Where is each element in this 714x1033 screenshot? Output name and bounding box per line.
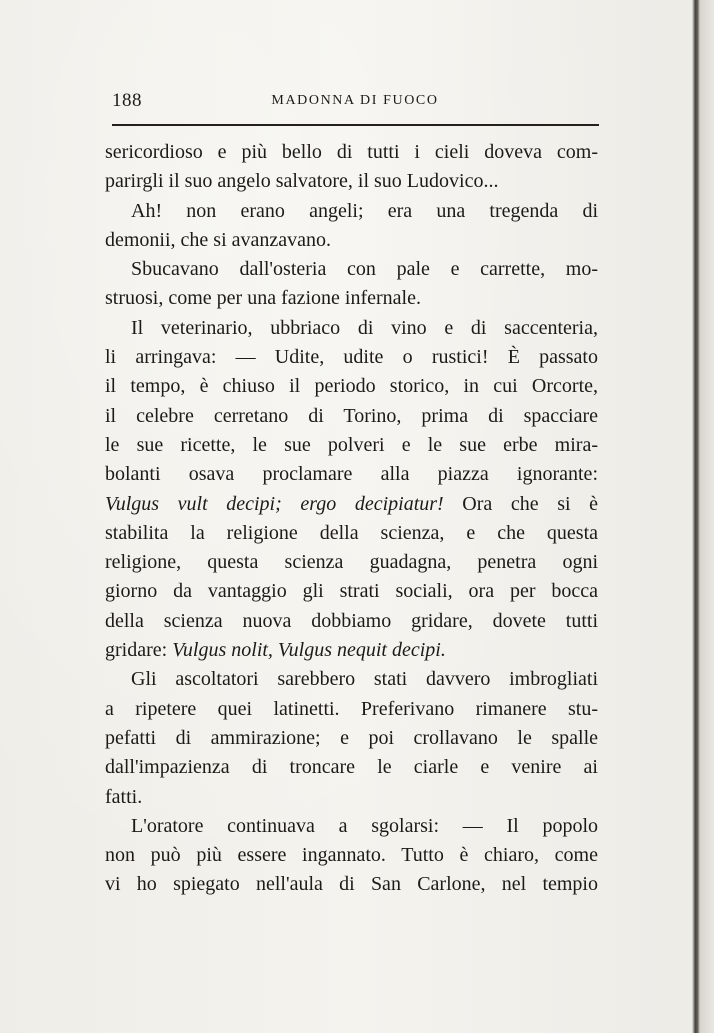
- text-line: pefatti di ammirazione; e poi crollavano le spalle: [105, 726, 598, 749]
- latin-phrase: Vulgus vult decipi; ergo decipiatur!: [105, 492, 444, 515]
- text-line: a ripetere quei latinetti. Preferivano rimanere stu-: [105, 697, 598, 720]
- text-line: parirgli il suo angelo salvatore, il suo Ludovico...: [105, 170, 499, 193]
- running-title: MADONNA DI FUOCO: [271, 93, 439, 108]
- text-line: vi ho spiegato nell'aula di San Carlone, nel tempio: [105, 873, 598, 896]
- latin-phrase: Vulgus nolit, Vulgus nequit decipi.: [172, 639, 446, 662]
- text-line: Ah! non erano angeli; era una tregenda di: [131, 199, 598, 222]
- text-line: fatti.: [105, 785, 143, 808]
- text-line: il tempo, è chiuso il periodo storico, in cui Orcorte,: [105, 375, 598, 398]
- page-number: 188: [112, 90, 142, 111]
- text-line: stabilita la religione della scienza, e che questa: [105, 521, 598, 544]
- text-line: gridare: Vulgus nolit, Vulgus nequit decipi.: [105, 639, 446, 662]
- text-line: bolanti osava proclamare alla piazza ignorante:: [105, 463, 598, 486]
- text-line: struosi, come per una fazione infernale.: [105, 287, 421, 310]
- page-header: [112, 90, 598, 114]
- text-line: il celebre cerretano di Torino, prima di spacciare: [105, 404, 598, 427]
- text-line: Vulgus vult decipi; ergo decipiatur! Ora che si è: [105, 492, 599, 515]
- text-line: sericordioso e più bello di tutti i cieli doveva com-: [105, 141, 598, 163]
- header-rule: [112, 124, 599, 126]
- text-line: Sbucavano dall'osteria con pale e carrette, mo-: [131, 258, 598, 281]
- text-line: dall'impazienza di troncare le ciarle e venire ai: [105, 756, 598, 779]
- text-line: demonii, che si avanzavano.: [105, 228, 332, 251]
- text-line: Gli ascoltatori sarebbero stati davvero imbrogliati: [131, 668, 598, 691]
- text-line: non può più essere ingannato. Tutto è chiaro, come: [105, 844, 598, 867]
- body-text: [105, 138, 598, 900]
- page-edge: [700, 0, 714, 1033]
- text-line: della scienza nuova dobbiamo gridare, dovete tutti: [105, 609, 598, 632]
- text-line: L'oratore continuava a sgolarsi: — Il popolo: [131, 814, 598, 837]
- text-line: li arringava: — Udite, udite o rustici! È passato: [105, 346, 598, 369]
- text-line: giorno da vantaggio gli strati sociali, ora per bocca: [105, 580, 598, 603]
- text-line: religione, questa scienza guadagna, penetra ogni: [105, 551, 598, 574]
- text-line: Il veterinario, ubbriaco di vino e di saccenteria,: [131, 316, 598, 339]
- binding-shadow: [692, 0, 700, 1033]
- text-line: le sue ricette, le sue polveri e le sue erbe mira-: [105, 433, 598, 456]
